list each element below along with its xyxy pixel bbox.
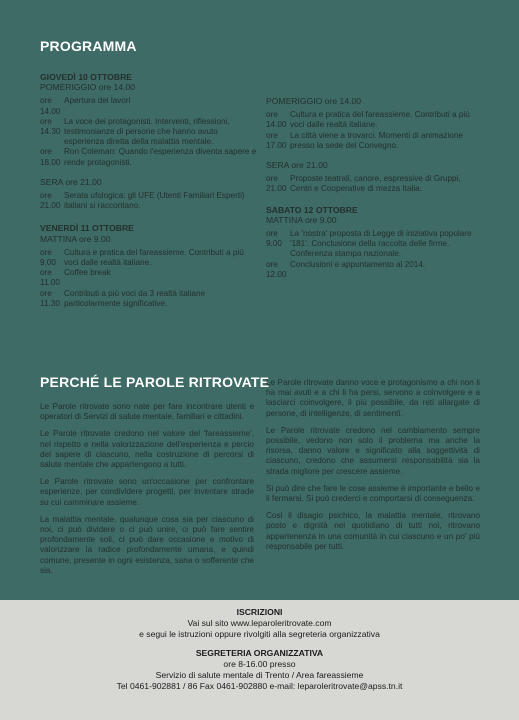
program-item (266, 174, 480, 194)
perche-left-column (40, 402, 254, 583)
program-item (40, 147, 258, 167)
program-item (40, 289, 258, 309)
iscrizioni-line: e segui le istruzioni oppure rivolgiti alla segreteria organizzativa (139, 628, 380, 639)
day-heading: VENERDÌ 11 OTTOBRE (40, 223, 134, 234)
item-text: Apertura dei lavori (64, 96, 131, 106)
segreteria-line: Servizio di salute mentale di Trento / Area fareassieme (155, 669, 364, 680)
item-text: Proposte teatrali, canore, espressive di Gruppi, Centri e Cooperative di mezza Italia. (290, 174, 461, 194)
session-heading: POMERIGGIO ore 14.00 (266, 96, 362, 106)
footer-panel (0, 600, 519, 720)
program-item (40, 248, 258, 268)
day-block (266, 96, 480, 195)
session-heading: MATTINA ore 9.00 (266, 214, 337, 225)
day-heading: GIOVEDÌ 10 OTTOBRE (40, 72, 133, 82)
programma-title: PROGRAMMA (40, 38, 137, 54)
segreteria-title: SEGRETERIA ORGANIZZATIVA (195, 648, 324, 659)
session-heading: POMERIGGIO ore 14.00 (40, 82, 136, 93)
session-heading: SERA ore 21.00 (40, 176, 102, 187)
item-text: Contributi a più voci da 3 realtà italiane particolarmente significative. (64, 288, 206, 308)
program-item (40, 268, 258, 288)
item-time: ore 17.00 (266, 130, 287, 150)
paragraph: La malattia mentale, qualunque cosa sia per ciascuno di noi, ci può dividere o ci può unire, ci può fare sentire profondamente soli, ci può dare occasione e motivo di valorizzare la radice profondamente umana, e quindi comune, presente in ogni esistenza, sana o sofferente che sia. (40, 514, 254, 575)
program-item (40, 96, 258, 116)
item-text: Ron Coleman: Quando l'esperienza diventa sapere e rende protagonisti. (64, 147, 257, 167)
paragraph: Le Parole ritrovate credono nel cambiamento sempre possibile, vedono non solo il problema ma anche la risorsa, danno valore e significato alla soggettività di ciascuno, credono che assumersi responsabilità sia la strada migliore per crescere assieme. (266, 425, 480, 476)
perche-title: PERCHÉ LE PAROLE RITROVATE (40, 374, 270, 390)
day-heading: SABATO 12 OTTOBRE (266, 204, 358, 215)
item-time: ore 14.00 (266, 110, 287, 130)
item-time: ore 11.30 (40, 288, 60, 308)
item-time: ore 11.00 (40, 268, 60, 288)
item-text: Conclusioni e appuntamento al 2014. (290, 259, 426, 269)
item-time: ore 14.30 (40, 116, 61, 137)
day-block (40, 223, 258, 309)
program-item (266, 229, 480, 260)
paragraph: Così il disagio psichico, la malattia mentale, ritrovano posto e dignità nel quotidiano di tutti noi, ritrovano appartenenza in una comunità in cui ciascuno e un po' più responsabile per tutti. (266, 511, 480, 551)
paragraph: Le Parole ritrovate credono nel valore del 'fareassieme', nel rispetto e nella valorizzazione dell'esperienza e percio del sapere di ciascuno, nella costruzione di percorsi di salute mentale che appartengono a tutti. (40, 429, 254, 470)
item-time: ore 18.00 (40, 147, 61, 167)
program-item (266, 260, 480, 280)
day-block (40, 72, 258, 211)
item-text: Coffee break (64, 268, 111, 278)
paragraph: Si può dire che fare le cose assieme è importante e bello e li fermarsi. Si può crederci e comportarsi di conseguenza. (266, 483, 480, 504)
program-right-column (266, 96, 480, 289)
segreteria-line: ore 8-16.00 presso (223, 659, 296, 670)
paragraph: Le Parole ritrovate danno voce e protagonismo a chi non li ha mai avuti e a chi li ha persi, servono a coinvolgere e a lasciarci coinvolgere, il più possibile, da reti allargate di persone, di intelligenze, di sentimenti. (266, 378, 480, 418)
iscrizioni-line: Vai sul sito www.leparoleritrovate.com (187, 617, 332, 628)
item-text: Cultura e pratica del fareassieme. Contributi a più voci dalle realtà italiane. (290, 110, 470, 130)
item-time: ore 9.00 (40, 247, 56, 268)
paragraph: Le Parole ritrovate sono un'occasione per confrontare esperienze, per condividere progetti, per inventare strade su cui camminare assieme. (40, 477, 254, 507)
paragraph: Le Parole ritrovate sono nate per fare incontrare utenti e operatori di Servizi di salute mentale, familiari e cittadini. (40, 402, 254, 422)
day-block (266, 205, 480, 280)
item-time: ore 21.00 (40, 191, 61, 211)
item-time: ore 9.00 (266, 229, 282, 249)
contact-line: Tel 0461-902881 / 86 Fax 0461-902880 e-mail: leparoleritrovate@apss.tn.it (116, 680, 403, 691)
item-text: La città viene a trovarci. Momenti di animazione presso la sede del Convegno. (290, 130, 463, 150)
item-time: ore 12.00 (266, 259, 287, 279)
program-item (40, 191, 258, 211)
program-left-column (40, 72, 258, 318)
program-item (40, 117, 258, 148)
item-time: ore 21.00 (266, 174, 287, 194)
iscrizioni-title: ISCRIZIONI (236, 607, 283, 617)
item-text: Serata ufologica: gli UFE (Utenti Familiari Esperti) italiani si raccontano. (64, 191, 245, 211)
item-text: La 'nostra' proposta di Legge di iniziativa popolare '181'. Conclusione della raccolta delle firme. Conferenza stampa nazionale. (290, 229, 472, 259)
item-text: La voce dei protagonisti. Interventi, riflessioni, testimonianze di persone che hanno avuto esperienza diretta della malattia mentale. (64, 116, 230, 147)
session-heading: MATTINA ore 9.00 (40, 233, 111, 244)
item-text: Cultura e pratica del fareassieme. Contributi a più voci dalle realtà italiane. (64, 247, 244, 268)
session-heading: SERA ore 21.00 (266, 160, 328, 171)
program-item (266, 131, 480, 151)
perche-right-column (266, 378, 480, 559)
program-item (266, 110, 480, 130)
item-time: ore 14.00 (40, 96, 61, 116)
